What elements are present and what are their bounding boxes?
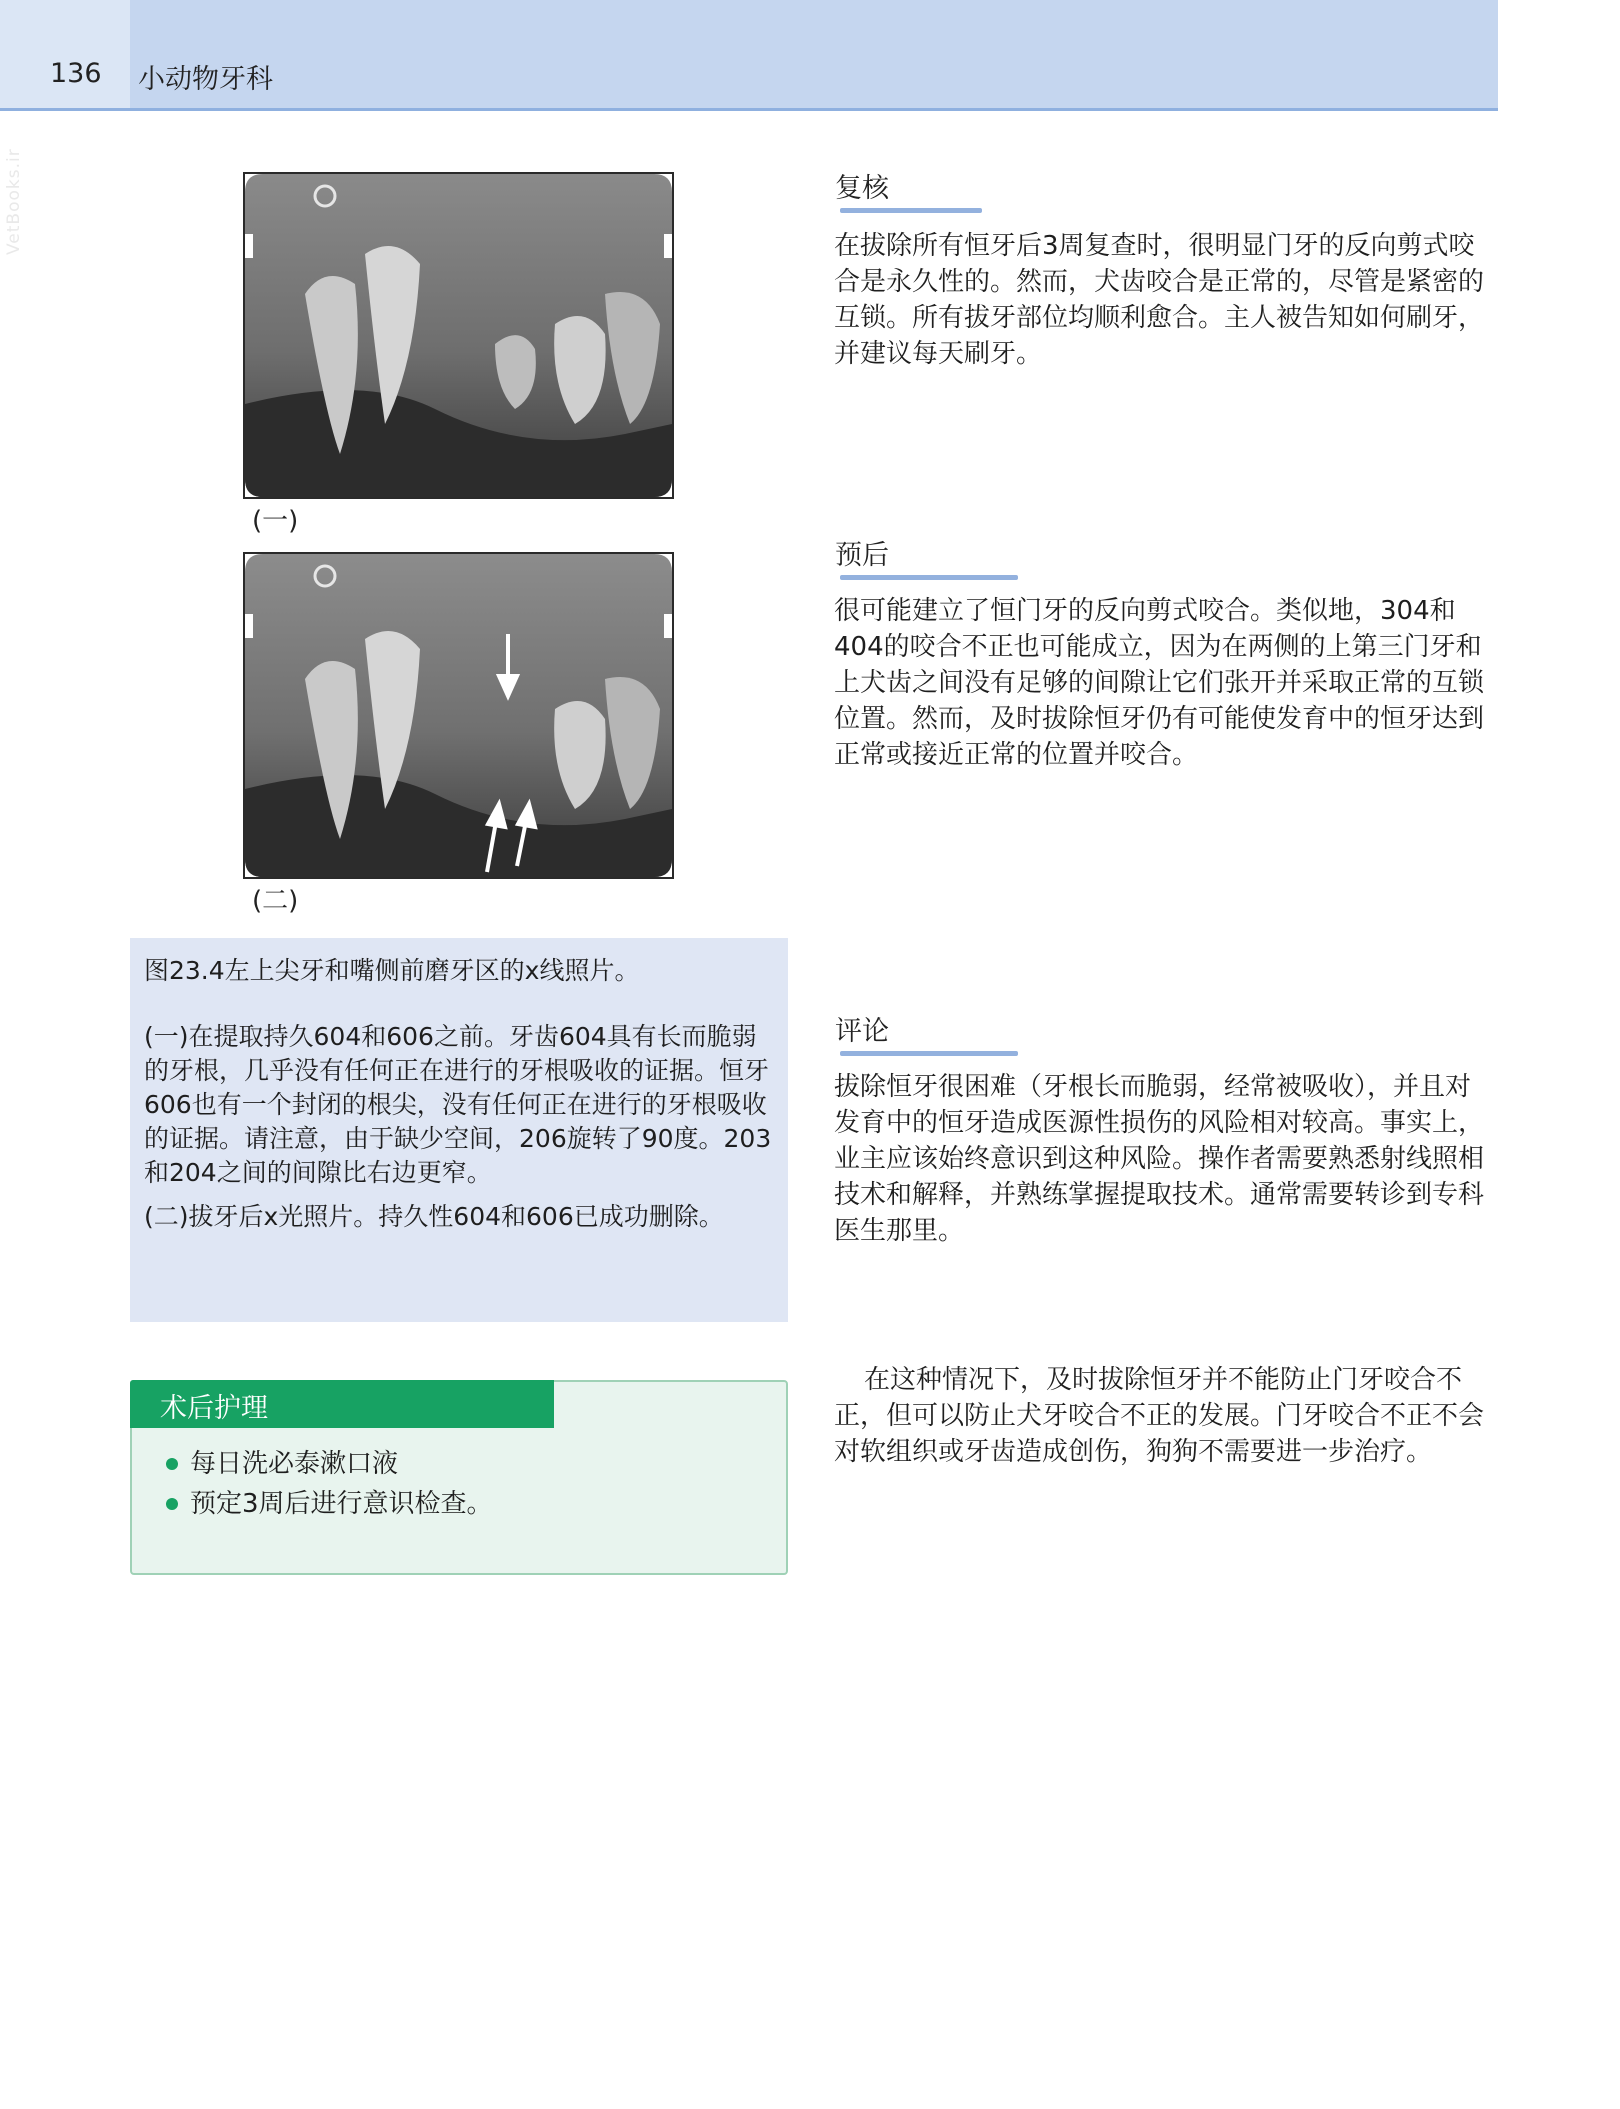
page-header — [0, 0, 1498, 111]
figure-caption — [130, 938, 788, 1322]
section-body-comment — [834, 1069, 1496, 1249]
postop-care-list — [166, 1444, 493, 1524]
section-heading-prognosis: 预后 — [835, 540, 889, 571]
section-body-review — [834, 228, 1496, 372]
running-title: 小动物牙科 — [138, 64, 273, 95]
heading-rule — [840, 1051, 1018, 1056]
page-number-tab — [0, 0, 130, 108]
xray-image-after — [243, 552, 674, 879]
section-body-prognosis — [834, 593, 1496, 773]
watermark: VetBooks.ir — [4, 148, 24, 255]
caption-part-a: (一)在提取持久604和606之前。牙齿604具有长而脆弱的牙根，几乎没有任何正在进行的牙根吸收的证据。恒牙606也有一个封闭的根尖，没有任何正在进行的牙根吸收的证据。请注意，由于缺少空间，206旋转了90度。203和204之间的间隙比右边更窄。 — [144, 1022, 772, 1187]
list-item — [166, 1444, 493, 1484]
heading-rule — [840, 575, 1018, 580]
paragraph: 很可能建立了恒门牙的反向剪式咬合。类似地，304和404的咬合不正也可能成立，因为在两侧的上第三门牙和上犬齿之间没有足够的间隙让它们张开并采取正常的互锁位置。然而，及时拔除恒牙仍有可能使发育中的恒牙达到正常或接近正常的位置并咬合。 — [834, 596, 1485, 770]
paragraph: 在这种情况下，及时拔除恒牙并不能防止门牙咬合不正，但可以防止犬牙咬合不正的发展。门牙咬合不正不会对软组织或牙齿造成创伤，狗狗不需要进一步治疗。 — [834, 1365, 1485, 1467]
paragraph: 在拔除所有恒牙后3周复查时，很明显门牙的反向剪式咬合是永久性的。然而，犬齿咬合是正常的，尽管是紧密的互锁。所有拔牙部位均顺利愈合。主人被告知如何刷牙，并建议每天刷牙。 — [834, 231, 1485, 369]
section-body-comment-2 — [834, 1362, 1496, 1470]
list-item-text: 每日洗必泰漱口液 — [190, 1449, 399, 1479]
caption-title: 图23.4左上尖牙和嘴侧前磨牙区的x线照片。 — [144, 956, 640, 985]
section-heading-review: 复核 — [835, 173, 889, 204]
page-number: 136 — [50, 58, 102, 89]
list-item — [166, 1484, 493, 1524]
caption-part-b: (二)拔牙后x光照片。持久性604和606已成功删除。 — [144, 1202, 724, 1231]
bullet-icon — [166, 1498, 178, 1510]
list-item-text: 预定3周后进行意识检查。 — [190, 1489, 493, 1519]
heading-rule — [840, 208, 982, 213]
figure-label-b: (二) — [252, 886, 299, 916]
figure-label-a: (一) — [252, 506, 299, 536]
bullet-icon — [166, 1458, 178, 1470]
postop-care-box — [130, 1380, 788, 1575]
postop-care-title-bar — [130, 1380, 554, 1428]
paragraph: 拔除恒牙很困难（牙根长而脆弱，经常被吸收），并且对发育中的恒牙造成医源性损伤的风险相对较高。事实上，业主应该始终意识到这种风险。操作者需要熟悉射线照相技术和解释，并熟练掌握提取技术。通常需要转诊到专科医生那里。 — [834, 1072, 1485, 1246]
section-heading-comment: 评论 — [835, 1016, 889, 1047]
postop-care-title: 术后护理 — [160, 1393, 268, 1424]
xray-image-before — [243, 172, 674, 499]
